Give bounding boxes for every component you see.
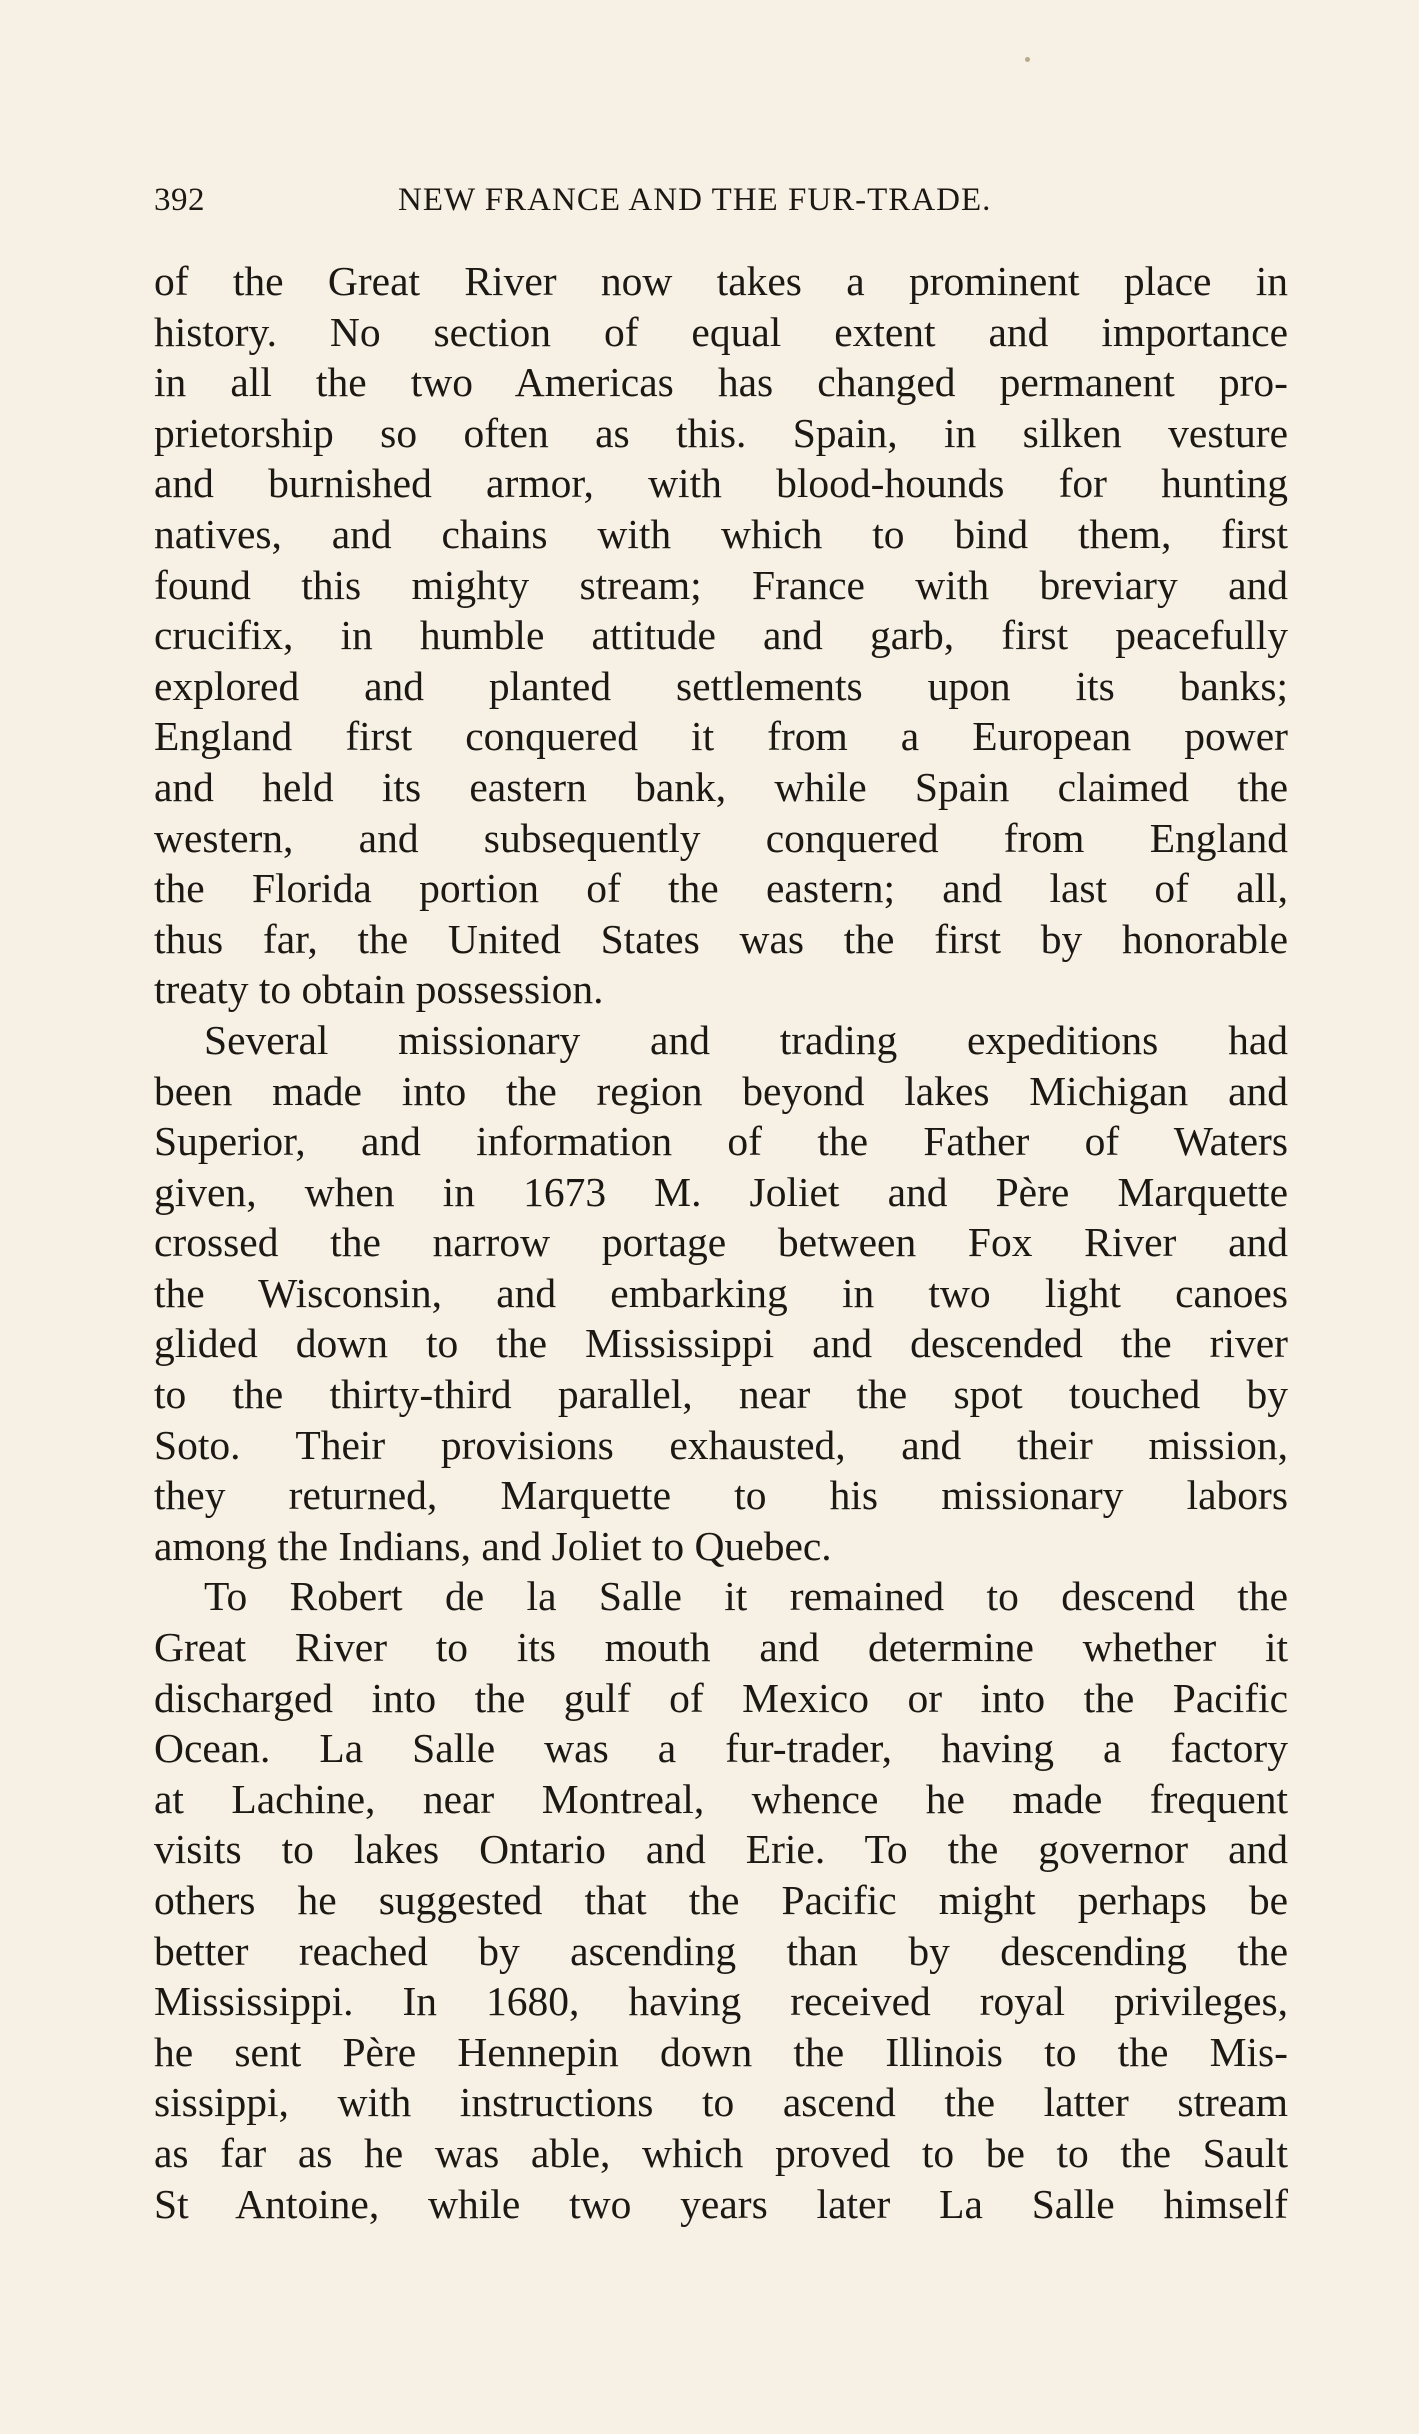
paragraph-start-line: Several missionary and trading expeditions had	[204, 1016, 1288, 1063]
text-line: discharged into the gulf of Mexico or into the Pacific	[154, 1674, 1288, 1721]
text-line: England first conquered it from a European power	[154, 713, 1288, 760]
running-title: NEW FRANCE AND THE FUR-TRADE.	[398, 182, 992, 218]
text-line: to the thirty-third parallel, near the spot touched by	[154, 1371, 1288, 1418]
text-line: better reached by ascending than by descending the	[154, 1927, 1288, 1974]
text-line: the Wisconsin, and embarking in two light canoes	[154, 1269, 1288, 1316]
text-line: been made into the region beyond lakes Michigan and	[154, 1067, 1288, 1114]
paragraph-start-line: To Robert de la Salle it remained to descend the	[204, 1573, 1288, 1620]
text-line: found this mighty stream; France with breviary and	[154, 561, 1288, 608]
body-text	[154, 256, 1288, 2229]
text-line: natives, and chains with which to bind them, first	[154, 510, 1288, 557]
text-line: and held its eastern bank, while Spain claimed the	[154, 763, 1288, 810]
text-line: they returned, Marquette to his missionary labors	[154, 1472, 1288, 1519]
text-line: Soto. Their provisions exhausted, and their mission,	[154, 1421, 1288, 1468]
page-header	[154, 182, 1288, 234]
text-line: of the Great River now takes a prominent place in	[154, 258, 1288, 304]
page-number: 392	[154, 182, 205, 218]
text-line: he sent Père Hennepin down the Illinois to the Mis-	[154, 2028, 1288, 2075]
text-line: others he suggested that the Pacific might perhaps be	[154, 1877, 1288, 1923]
text-line: explored and planted settlements upon its banks;	[154, 662, 1288, 709]
text-line: and burnished armor, with blood-hounds for hunting	[154, 460, 1288, 507]
text-line: Superior, and information of the Father of Waters	[154, 1118, 1288, 1165]
text-line: thus far, the United States was the first by honorable	[154, 915, 1288, 962]
paragraph-end-line: among the Indians, and Joliet to Quebec.	[154, 1522, 832, 1569]
text-line: prietorship so often as this. Spain, in silken vesture	[154, 409, 1288, 456]
text-line: visits to lakes Ontario and Erie. To the governor and	[154, 1826, 1288, 1873]
text-line: Great River to its mouth and determine whether it	[154, 1624, 1288, 1671]
paper-speck	[1025, 57, 1030, 62]
text-line: history. No section of equal extent and importance	[154, 308, 1288, 355]
text-line: western, and subsequently conquered from England	[154, 814, 1288, 861]
text-line: given, when in 1673 M. Joliet and Père Marquette	[154, 1168, 1288, 1215]
text-line: St Antoine, while two years later La Salle himself	[154, 2180, 1288, 2227]
paragraph-end-line: treaty to obtain possession.	[154, 966, 604, 1013]
text-line: crossed the narrow portage between Fox River and	[154, 1219, 1288, 1266]
text-line: glided down to the Mississippi and descended the river	[154, 1320, 1288, 1367]
text-line: Ocean. La Salle was a fur-trader, having a factory	[154, 1725, 1288, 1772]
text-line: crucifix, in humble attitude and garb, first peacefully	[154, 612, 1288, 659]
text-line: the Florida portion of the eastern; and last of all,	[154, 865, 1288, 912]
text-line: as far as he was able, which proved to be to the Sault	[154, 2129, 1288, 2176]
text-line: Mississippi. In 1680, having received royal privileges,	[154, 1978, 1288, 2025]
text-line: in all the two Americas has changed permanent pro-	[154, 359, 1288, 406]
text-line: at Lachine, near Montreal, whence he made frequent	[154, 1775, 1288, 1822]
text-line: sissippi, with instructions to ascend the latter stream	[154, 2079, 1288, 2126]
